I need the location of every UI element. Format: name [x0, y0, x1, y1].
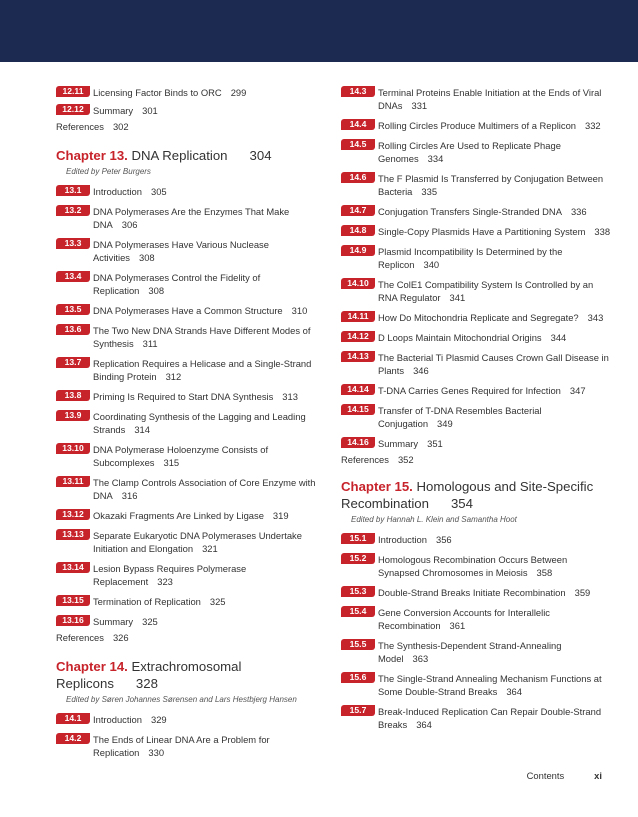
section-title: The Ends of Linear DNA Are a Problem for Replication	[93, 734, 270, 758]
page-number: 346	[413, 365, 429, 376]
section-title: How Do Mitochondria Replicate and Segregate?	[378, 312, 579, 323]
toc-entry[interactable]	[56, 733, 326, 759]
page-number: 319	[272, 510, 289, 521]
section-title: Priming Is Required to Start DNA Synthesis	[93, 391, 274, 402]
page-number: 314	[134, 424, 150, 435]
page-number: 308	[148, 285, 165, 296]
page-number: 326	[112, 632, 129, 643]
toc-entry[interactable]	[56, 104, 326, 117]
page-number: 312	[165, 371, 182, 382]
section-title: The Bacterial Ti Plasmid Causes Crown Gall Disease in Plants	[378, 352, 609, 376]
section-title: The F Plasmid Is Transferred by Conjugation Between Bacteria	[378, 173, 604, 197]
section-number-badge: 13.6	[56, 324, 90, 335]
toc-entry[interactable]	[341, 384, 611, 397]
page-number: 306	[121, 219, 138, 230]
references-label: References	[56, 121, 104, 132]
section-title: T-DNA Carries Genes Required for Infection	[378, 385, 561, 396]
header-band	[0, 0, 638, 62]
chapter-heading[interactable]	[341, 478, 611, 512]
section-title: Introduction	[378, 534, 427, 545]
section-title: Plasmid Incompatibility Is Determined by the Replicon	[378, 246, 563, 270]
chapter-page-number: 304	[249, 148, 272, 163]
section-number-badge: 13.2	[56, 205, 90, 216]
chapter-editors: Edited by Peter Burgers	[66, 167, 151, 176]
page-number: 325	[209, 596, 226, 607]
section-title: Licensing Factor Binds to ORC	[93, 87, 222, 98]
page-number: 364	[506, 686, 522, 697]
section-number-badge: 13.12	[56, 509, 90, 520]
section-title: Summary	[93, 105, 134, 116]
section-title: Summary	[93, 616, 134, 627]
section-title: Separate Eukaryotic DNA Polymerases Undertake Initiation and Elongation	[93, 530, 302, 554]
section-number-badge: 14.3	[341, 86, 375, 97]
section-title: The Single-Strand Annealing Mechanism Functions at Some Double-Strand Breaks	[378, 673, 602, 697]
references-entry[interactable]	[56, 120, 326, 133]
section-title: The Two New DNA Strands Have Different Modes of Synthesis	[93, 325, 311, 349]
section-title: Double-Strand Breaks Initiate Recombination	[378, 587, 566, 598]
toc-entry[interactable]	[56, 357, 326, 383]
footer-label: Contents	[526, 770, 565, 781]
toc-entry[interactable]	[341, 351, 611, 377]
section-number-badge: 14.4	[341, 119, 375, 130]
section-number-badge: 12.12	[56, 104, 90, 115]
section-number-badge: 13.5	[56, 304, 90, 315]
section-title: Okazaki Fragments Are Linked by Ligase	[93, 510, 264, 521]
section-title: Rolling Circles Are Used to Replicate Phage Genomes	[378, 140, 561, 164]
section-number-badge: 14.8	[341, 225, 375, 236]
section-title: D Loops Maintain Mitochondrial Origins	[378, 332, 542, 343]
section-number-badge: 14.10	[341, 278, 375, 289]
section-title: DNA Polymerases Control the Fidelity of Replication	[93, 272, 261, 296]
references-entry[interactable]	[56, 631, 326, 644]
references-entry[interactable]	[341, 453, 611, 466]
section-title: The Synthesis-Dependent Strand-Annealing Model	[378, 640, 562, 664]
toc-entry[interactable]	[56, 410, 326, 436]
section-number-badge: 15.4	[341, 606, 375, 617]
section-title: Lesion Bypass Requires Polymerase Replacement	[93, 563, 247, 587]
chapter-editors: Edited by Hannah L. Klein and Samantha Hoot	[351, 515, 517, 524]
page-number: 363	[412, 653, 429, 664]
page-number: 315	[163, 457, 180, 468]
footer-page-number: xi	[594, 770, 602, 781]
page-number: 343	[587, 312, 604, 323]
page-number: 331	[411, 100, 428, 111]
toc-entry[interactable]	[56, 390, 326, 403]
page-number: 325	[142, 616, 158, 627]
page-number: 329	[151, 714, 167, 725]
toc-entry[interactable]	[341, 672, 611, 698]
page-number: 356	[436, 534, 452, 545]
section-title: DNA Polymerases Have a Common Structure	[93, 305, 283, 316]
section-title: Summary	[378, 438, 419, 449]
section-title: Rolling Circles Produce Multimers of a Replicon	[378, 120, 576, 131]
page-number: 340	[423, 259, 440, 270]
toc-entry[interactable]	[56, 615, 326, 628]
section-title: Single-Copy Plasmids Have a Partitioning System	[378, 226, 586, 237]
section-number-badge: 15.2	[341, 553, 375, 564]
section-number-badge: 13.13	[56, 529, 90, 540]
toc-entry[interactable]	[341, 245, 611, 271]
toc-entry[interactable]	[341, 225, 611, 238]
section-title: Conjugation Transfers Single-Stranded DNA	[378, 206, 562, 217]
toc-column-right	[341, 86, 611, 731]
toc-entry[interactable]	[56, 86, 326, 99]
page-number: 299	[230, 87, 247, 98]
toc-entry[interactable]	[341, 331, 611, 344]
page-number: 316	[121, 490, 138, 501]
section-number-badge: 14.1	[56, 713, 90, 724]
section-number-badge: 13.11	[56, 476, 90, 487]
section-title: The Clamp Controls Association of Core Enzyme with DNA	[93, 477, 316, 501]
section-title: Break-Induced Replication Can Repair Double-Strand Breaks	[378, 706, 602, 730]
toc-entry[interactable]	[341, 639, 611, 665]
page-number: 332	[585, 120, 601, 131]
section-number-badge: 14.16	[341, 437, 375, 448]
toc-entry[interactable]	[56, 324, 326, 350]
toc-entry[interactable]	[341, 437, 611, 450]
section-number-badge: 14.15	[341, 404, 375, 415]
toc-entry[interactable]	[341, 278, 611, 304]
section-number-badge: 14.11	[341, 311, 375, 322]
page-number: 334	[427, 153, 444, 164]
toc-entry[interactable]	[56, 713, 326, 726]
section-number-badge: 15.3	[341, 586, 375, 597]
toc-entry[interactable]	[56, 205, 326, 231]
section-number-badge: 13.4	[56, 271, 90, 282]
section-number-badge: 14.5	[341, 139, 375, 150]
section-number-badge: 14.12	[341, 331, 375, 342]
section-number-badge: 14.9	[341, 245, 375, 256]
page-number: 302	[112, 121, 129, 132]
section-title: Gene Conversion Accounts for Interallelic Recombination	[378, 607, 550, 631]
references-label: References	[341, 454, 389, 465]
toc-entry[interactable]	[341, 139, 611, 165]
toc-entry[interactable]	[56, 185, 326, 198]
page-number: 321	[202, 543, 218, 554]
page-number: 313	[282, 391, 298, 402]
section-number-badge: 13.1	[56, 185, 90, 196]
toc-entry[interactable]	[56, 595, 326, 608]
section-title: Termination of Replication	[93, 596, 201, 607]
chapter-heading[interactable]	[56, 147, 326, 164]
page-number: 311	[142, 338, 158, 349]
page-number: 305	[151, 186, 167, 197]
section-number-badge: 13.3	[56, 238, 90, 249]
page-footer	[527, 770, 602, 781]
section-number-badge: 13.14	[56, 562, 90, 573]
toc-entry[interactable]	[341, 119, 611, 132]
section-number-badge: 13.10	[56, 443, 90, 454]
section-number-badge: 13.15	[56, 595, 90, 606]
section-number-badge: 15.1	[341, 533, 375, 544]
section-number-badge: 15.6	[341, 672, 375, 683]
page-number: 301	[142, 105, 158, 116]
chapter-title: Extrachromosomal Replicons	[56, 659, 242, 691]
section-title: Introduction	[93, 714, 142, 725]
section-title: DNA Polymerases Are the Enzymes That Make DNA	[93, 206, 290, 230]
toc-entry[interactable]	[341, 172, 611, 198]
toc-entry[interactable]	[56, 529, 326, 555]
section-title: Transfer of T-DNA Resembles Bacterial Conjugation	[378, 405, 542, 429]
page-number: 335	[421, 186, 438, 197]
toc-entry[interactable]	[56, 443, 326, 469]
section-number-badge: 13.9	[56, 410, 90, 421]
section-title: The ColE1 Compatibility System Is Controlled by an RNA Regulator	[378, 279, 594, 303]
page-number: 352	[397, 454, 414, 465]
section-number-badge: 12.11	[56, 86, 90, 97]
section-number-badge: 14.2	[56, 733, 90, 744]
toc-entry[interactable]	[56, 304, 326, 317]
page-number: 338	[594, 226, 611, 237]
section-title: Replication Requires a Helicase and a Single-Strand Binding Protein	[93, 358, 312, 382]
section-number-badge: 15.5	[341, 639, 375, 650]
chapter-heading[interactable]	[56, 658, 326, 692]
chapter-label: Chapter 13.	[56, 148, 128, 163]
section-number-badge: 14.7	[341, 205, 375, 216]
chapter-editors: Edited by Søren Johannes Sørensen and Lars Hestbjerg Hansen	[66, 695, 297, 704]
page-number: 344	[550, 332, 567, 343]
toc-entry[interactable]	[56, 271, 326, 297]
toc-entry[interactable]	[341, 311, 611, 324]
section-title: Homologous Recombination Occurs Between Synapsed Chromosomes in Meiosis	[378, 554, 568, 578]
toc-entry[interactable]	[56, 509, 326, 522]
page-number: 351	[427, 438, 443, 449]
section-title: DNA Polymerase Holoenzyme Consists of Subcomplexes	[93, 444, 269, 468]
section-title: Introduction	[93, 186, 142, 197]
page-number: 347	[569, 385, 586, 396]
toc-entry[interactable]	[56, 238, 326, 264]
toc-entry[interactable]	[341, 533, 611, 546]
section-title: Coordinating Synthesis of the Lagging and Leading Strands	[93, 411, 306, 435]
page-number: 358	[536, 567, 553, 578]
toc-entry[interactable]	[56, 562, 326, 588]
chapter-page-number: 328	[135, 676, 158, 691]
section-number-badge: 14.6	[341, 172, 375, 183]
references-label: References	[56, 632, 104, 643]
section-number-badge: 13.7	[56, 357, 90, 368]
section-number-badge: 14.13	[341, 351, 375, 362]
chapter-label: Chapter 15.	[341, 479, 413, 494]
section-number-badge: 13.16	[56, 615, 90, 626]
page-number: 308	[139, 252, 155, 263]
page-number: 330	[148, 747, 165, 758]
toc-entry[interactable]	[341, 205, 611, 218]
chapter-page-number: 354	[450, 496, 473, 511]
chapter-title: DNA Replication	[131, 148, 228, 163]
toc-entry[interactable]	[341, 553, 611, 579]
page-number: 349	[437, 418, 453, 429]
section-number-badge: 15.7	[341, 705, 375, 716]
page-number: 364	[416, 719, 432, 730]
chapter-title: Homologous and Site-Specific Recombination	[341, 479, 594, 511]
toc-entry[interactable]	[341, 86, 611, 112]
section-title: Terminal Proteins Enable Initiation at the Ends of Viral DNAs	[378, 87, 602, 111]
section-title: DNA Polymerases Have Various Nuclease Activities	[93, 239, 269, 263]
toc-entry[interactable]	[341, 606, 611, 632]
section-number-badge: 13.8	[56, 390, 90, 401]
page-number: 341	[449, 292, 466, 303]
page-number: 336	[570, 206, 587, 217]
toc-entry[interactable]	[341, 586, 611, 599]
page-number: 361	[449, 620, 466, 631]
toc-entry[interactable]	[341, 705, 611, 731]
page-number: 359	[574, 587, 591, 598]
toc-entry[interactable]	[341, 404, 611, 430]
toc-entry[interactable]	[56, 476, 326, 502]
toc-column-left	[56, 86, 326, 759]
page-number: 310	[291, 305, 308, 316]
section-number-badge: 14.14	[341, 384, 375, 395]
page-number: 323	[157, 576, 173, 587]
chapter-label: Chapter 14.	[56, 659, 128, 674]
